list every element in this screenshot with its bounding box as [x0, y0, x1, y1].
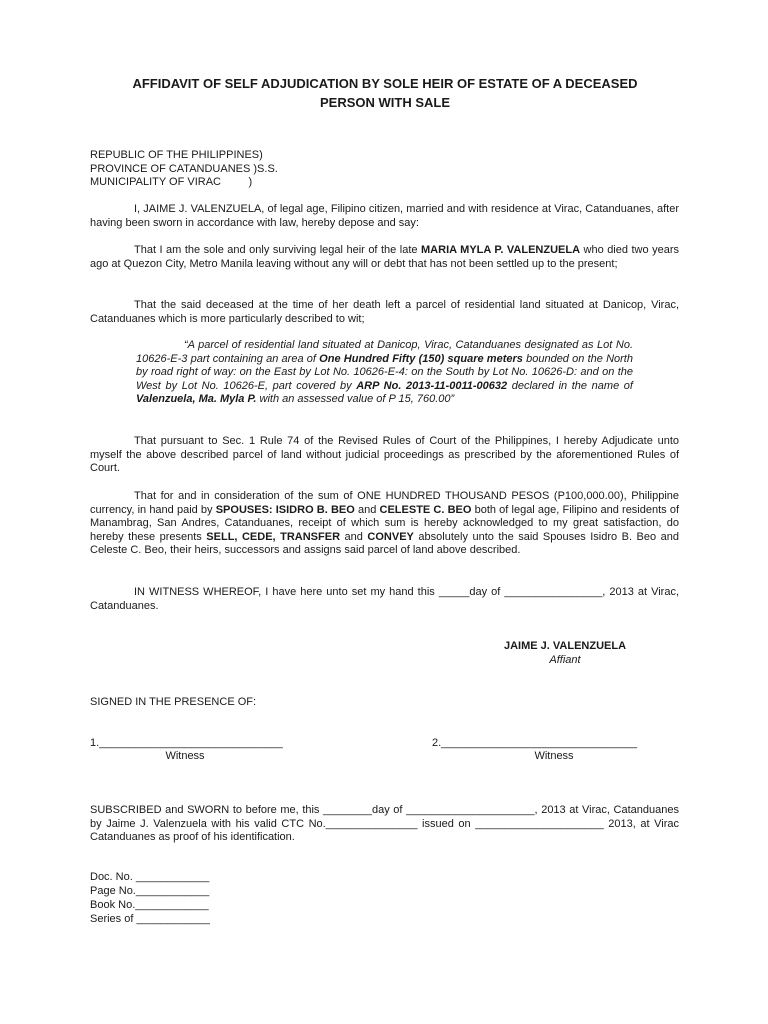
venue-republic: REPUBLIC OF THE PHILIPPINES) — [90, 149, 263, 161]
venue-municipality: MUNICIPALITY OF VIRAC ) — [90, 176, 253, 189]
signed-presence-heading: SIGNED IN THE PRESENCE OF: — [90, 696, 257, 708]
p5-and-2: and — [340, 530, 368, 543]
buyer-1: SPOUSES: ISIDRO B. BEO — [215, 503, 355, 516]
quote-text-c: declared in the name of — [507, 379, 633, 392]
paragraph-sole-heir — [90, 244, 679, 271]
p5-text-c: absolutely unto the said Spouses Isidro B. Beo and Celeste C. Beo, their heirs, successors and assigns said parcel of land above described. — [90, 530, 679, 557]
lot-area: One Hundred Fifty (150) square meters — [319, 352, 523, 365]
book-no-line: Book No.____________ — [90, 899, 209, 911]
buyer-2: CELESTE C. BEO — [379, 503, 472, 516]
page-no-line: Page No.____________ — [90, 885, 210, 897]
p3-text: That the said deceased at the time of her death left a parcel of residential land situated at Danicop, Virac, Catanduanes which is more particularly described to wit; — [90, 299, 679, 325]
paragraph-adjudication — [90, 435, 679, 476]
p5-text-b: both of legal age, Filipino and residents of Manambrag, San Andres, Catanduanes, receipt of which sum is hereby acknowledged to my great satisfaction, do hereby these presents — [90, 503, 680, 543]
p2-text-a: That I am the sole and only surviving legal heir of the late — [134, 244, 422, 256]
series-line: Series of ____________ — [90, 913, 210, 925]
convey-term: CONVEY — [367, 530, 414, 543]
title-line-1: AFFIDAVIT OF SELF ADJUDICATION BY SOLE HEIR OF ESTATE OF A DECEASED — [132, 76, 638, 91]
declared-owner: Valenzuela, Ma. Myla P. — [136, 393, 257, 406]
quote-text-a: “A parcel of residential land situated at Danicop, Virac, Catanduanes designated as Lot No. 10626-E-3 part containing an area of — [136, 339, 633, 365]
title-line-2: PERSON WITH SALE — [319, 95, 450, 110]
p5-and: and — [354, 503, 380, 516]
affiant-label: Affiant — [549, 653, 581, 666]
notarial-register-block — [90, 871, 210, 927]
paragraph-in-witness — [90, 586, 679, 613]
witness-2-label: Witness — [534, 750, 574, 762]
jurat-text: SUBSCRIBED and SWORN to before me, this ________day of _____________________, 2013 at Virac, Catanduanes by Jaime J. Valenzuela with his valid CTC No._______________ issued on _____________________ 2013, at Virac Catanduanes as proof of his identification. — [90, 804, 679, 844]
p4-text: That pursuant to Sec. 1 Rule 74 of the Revised Rules of Court of the Philippines, I hereby Adjudicate unto myself the above described parcel of land without judicial proceedings as prescribed by the aforementioned Rules of Court. — [90, 435, 679, 475]
document-title — [90, 74, 680, 112]
paragraph-land-left — [90, 299, 679, 326]
deceased-name: MARIA MYLA P. VALENZUELA — [421, 244, 581, 256]
witness-1-line: 1.______________________________ — [90, 737, 283, 749]
affiant-name: JAIME J. VALENZUELA — [503, 640, 627, 652]
p6-text: IN WITNESS WHEREOF, I have here unto set my hand this _____day of ________________, 2013 at Virac, Catanduanes. — [90, 586, 679, 612]
paragraph-affiant-intro — [90, 203, 679, 230]
quote-text-d: with an assessed value of P 15, 760.00” — [256, 393, 455, 406]
arp-number: ARP No. 2013-11-0011-00632 — [356, 379, 508, 392]
witness-1-label: Witness — [165, 750, 205, 762]
quote-text-b: bounded on the North by road right of way: on the East by Lot No. 10626-E-4: on the South by Lot No. 10626-D: and on the West by Lot No. 10626-E, part covered by — [136, 352, 633, 392]
venue-block — [90, 149, 490, 190]
p5-text-a: That for and in consideration of the sum of ONE HUNDRED THOUSAND PESOS (P100,000.00), Philippine currency, in hand paid by — [90, 490, 679, 516]
p1-text: I, JAIME J. VALENZUELA, of legal age, Filipino citizen, married and with residence at Virac, Catanduanes, after having been sworn in accordance with law, hereby depose and say: — [90, 203, 679, 229]
affiant-signature-block — [490, 640, 640, 667]
doc-no-line: Doc. No. ____________ — [90, 871, 210, 883]
sell-terms: SELL, CEDE, TRANSFER — [206, 530, 341, 543]
witness-2-line: 2.________________________________ — [432, 737, 637, 749]
paragraph-sale — [90, 490, 679, 558]
p2-text-b: who died two years ago at Quezon City, Metro Manila leaving without any will or debt that has not been settled up to the present; — [90, 244, 679, 270]
land-description-quote — [136, 339, 633, 407]
paragraph-jurat — [90, 804, 679, 845]
venue-province: PROVINCE OF CATANDUANES )S.S. — [90, 162, 278, 175]
